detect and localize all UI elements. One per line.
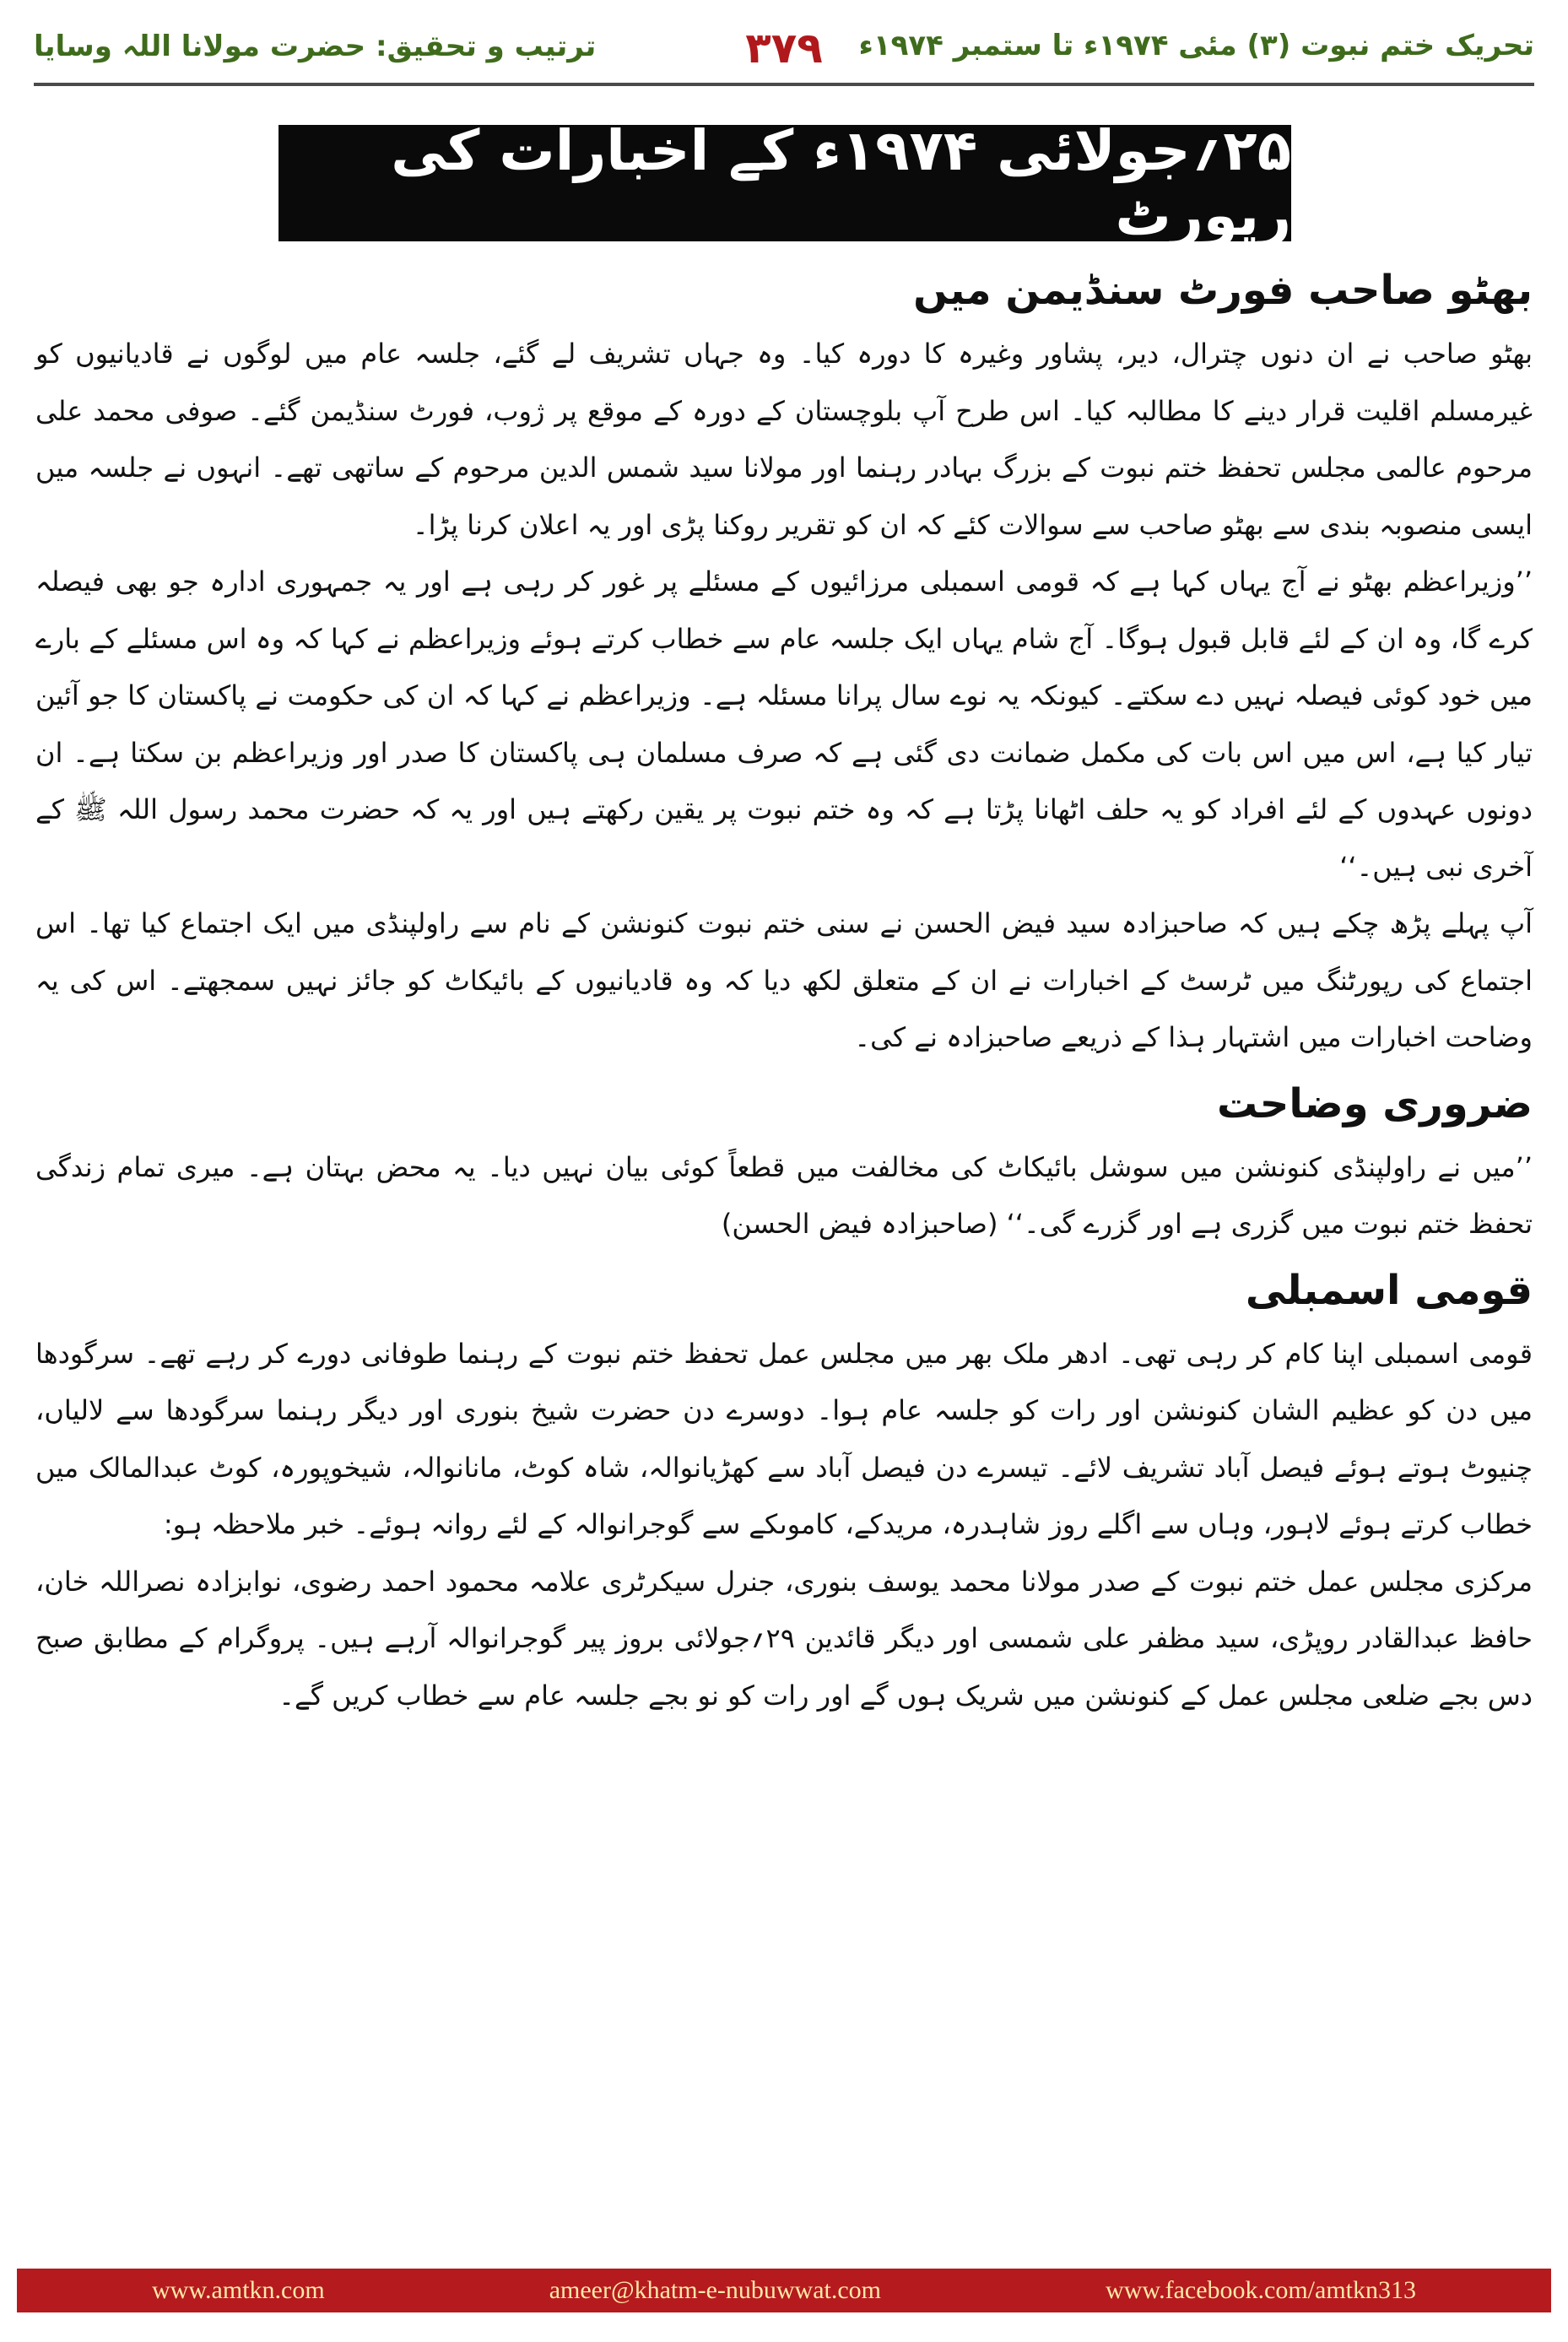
page-footer [17,2269,1551,2312]
paragraph: قومی اسمبلی اپنا کام کر رہی تھی۔ ادھر ملک بھر میں مجلس عمل تحفظ ختم نبوت کے رہنما طوفانی دورے کر رہے تھے۔ سرگودھا میں دن کو عظیم الشان کنونشن اور رات کو جلسہ عام ہوا۔ دوسرے دن حضرت شیخ بنوری اور دیگر رہنما سرگودھا سے لالیاں، چنیوٹ ہوتے ہوئے فیصل آباد تشریف لائے۔ تیسرے دن فیصل آباد سے کھڑیانوالہ، شاہ کوٹ، مانانوالہ، شیخوپورہ، کوٹ عبدالمالک میں خطاب کرتے ہوئے لاہور، وہاں سے اگلے روز شاہدرہ، مریدکے، کاموںکے سے گوجرانوالہ کے لئے روانہ ہوئے۔ خبر ملاحظہ ہو: [35,1337,1533,1540]
paragraph: آپ پہلے پڑھ چکے ہیں کہ صاحبزادہ سید فیض الحسن نے سنی ختم نبوت کنونشن کے نام سے راولپنڈی میں ایک اجتماع کیا تھا۔ اس اجتماع کی رپورٹنگ میں ٹرسٹ کے اخبارات نے ان کے متعلق لکھ دیا کہ وہ قادیانیوں کے بائیکاٹ کو جائز نہیں سمجھتے۔ اس کی یہ وضاحت اخبارات میں اشتہار ہذا کے ذریعے صاحبزادہ نے کی۔ [35,907,1533,1053]
website-link[interactable]: www.amtkn.com [152,2276,325,2304]
paragraph: بھٹو صاحب نے ان دنوں چترال، دیر، پشاور وغیرہ کا دورہ کیا۔ وہ جہاں تشریف لے گئے، جلسہ عام میں لوگوں نے قادیانیوں کو غیرمسلم اقلیت قرار دینے کا مطالبہ کیا۔ اس طرح آپ بلوچستان کے دورہ کے موقع پر ژوب، فورٹ سنڈیمن گئے۔ صوفی محمد علی مرحوم عالمی مجلس تحفظ ختم نبوت کے بزرگ بہادر رہنما اور مولانا سید شمس الدین مرحوم کے ساتھی تھے۔ انہوں نے جلسہ میں ایسی منصوبہ بندی سے بھٹو صاحب سے سوالات کئے کہ ان کو تقریر روکنا پڑی اور یہ اعلان کرنا پڑا۔ [35,338,1533,541]
page-number: ۳۷۹ [745,24,823,73]
section-heading: قومی اسمبلی [1245,1266,1533,1314]
quoted-statement: ’’وزیراعظم بھٹو نے آج یہاں کہا ہے کہ قومی اسمبلی مرزائیوں کے مسئلے پر غور کر رہی ہے اور یہ جمہوری ادارہ جو بھی فیصلہ کرے گا، وہ ان کے لئے قابل قبول ہوگا۔ آج شام یہاں ایک جلسہ عام سے خطاب کرتے ہوئے وزیراعظم نے کہا کہ وہ اس مسئلے کے بارے میں خود کوئی فیصلہ نہیں دے سکتے۔ کیونکہ یہ نوے سال پرانا مسئلہ ہے۔ وزیراعظم نے کہا کہ ان کی حکومت نے پاکستان کا جو آئین تیار کیا ہے، اس میں اس بات کی مکمل ضمانت دی گئی ہے کہ صرف مسلمان ہی پاکستان کا صدر اور وزیراعظم بن سکتا ہے۔ ان دونوں عہدوں کے لئے افراد کو یہ حلف اٹھانا پڑتا ہے کہ وہ ختم نبوت پر یقین رکھتے ہیں اور یہ کہ حضرت محمد رسول اللہ ﷺ کے آخری نبی ہیں۔‘‘ [35,565,1533,883]
facebook-link[interactable]: www.facebook.com/amtkn313 [1106,2276,1416,2304]
quoted-statement: ’’میں نے راولپنڈی کنونشن میں سوشل بائیکاٹ کی مخالفت میں قطعاً کوئی بیان نہیں دیا۔ یہ محض بہتان ہے۔ میری تمام زندگی تحفظ ختم نبوت میں گزری ہے اور گزرے گی۔‘‘ (صاحبزادہ فیض الحسن) [35,1150,1533,1240]
header-divider [34,83,1534,86]
page-header [34,24,1534,83]
chapter-title: ۲۵؍جولائی ۱۹۷۴ء کے اخبارات کی رپورٹ [391,118,1291,248]
email-link[interactable]: ameer@khatm-e-nubuwwat.com [549,2276,882,2304]
book-title: تحریک ختم نبوت (۳) مئی ۱۹۷۴ء تا ستمبر ۱۹۷۴ء [858,29,1534,62]
section-heading: بھٹو صاحب فورٹ سنڈیمن میں [913,267,1533,314]
compiler-credit: ترتیب و تحقیق: حضرت مولانا اللہ وسایا [34,30,597,63]
section-heading: ضروری وضاحت [1216,1079,1533,1128]
paragraph: مرکزی مجلس عمل ختم نبوت کے صدر مولانا محمد یوسف بنوری، جنرل سیکرٹری علامہ محمود احمد رضوی، نوابزادہ نصراللہ خان، حافظ عبدالقادر روپڑی، سید مظفر علی شمسی اور دیگر قائدین ۲۹؍جولائی بروز پیر گوجرانوالہ آرہے ہیں۔ پروگرام کے مطابق صبح دس بجے ضلعی مجلس عمل کے کنونشن میں شریک ہوں گے اور رات کو نو بجے جلسہ عام سے خطاب کریں گے۔ [35,1565,1533,1712]
article-body [35,253,1533,1724]
chapter-title-banner [278,118,1291,248]
